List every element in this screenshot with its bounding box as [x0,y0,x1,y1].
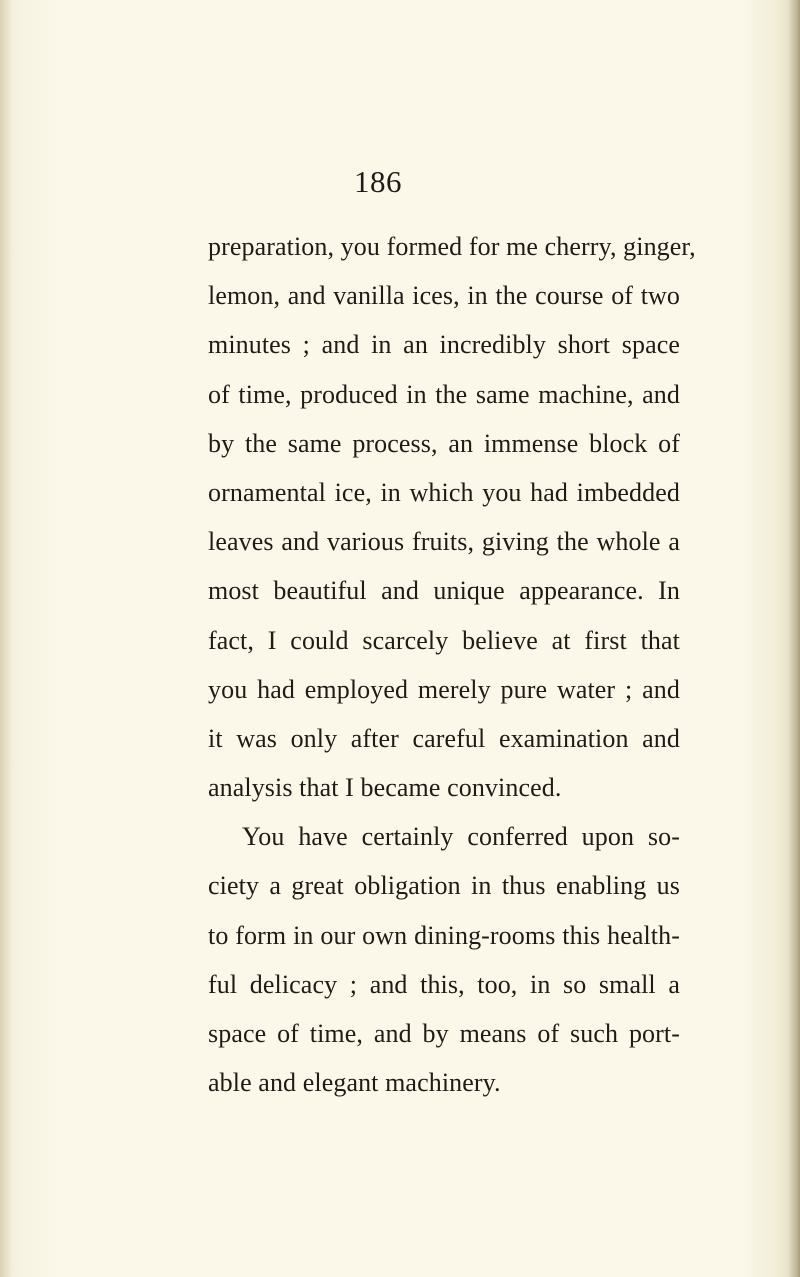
text-line: most beautiful and unique appearance. In [208,576,680,606]
text-line: space of time, and by means of such port- [208,1019,680,1048]
page-right-edge [788,0,800,1277]
text-line: ful delicacy ; and this, too, in so small a [208,969,680,999]
text-line: able and elegant machinery. [208,1068,501,1098]
text-line: preparation, you formed for me cherry, ginger, [208,232,696,261]
text-line: fact, I could scarcely believe at first that [208,625,680,655]
text-line: minutes ; and in an incredibly short space [208,330,680,360]
text-line: You have certainly conferred upon so- [242,822,680,852]
text-line: lemon, and vanilla ices, in the course of two [208,281,680,311]
text-line: you had employed merely pure water ; and [208,674,680,704]
text-line: to form in our own dining-rooms this health- [208,920,680,950]
page-left-edge [0,0,12,1277]
text-line: ornamental ice, in which you had imbedded [208,477,680,507]
paragraph [208,812,680,1107]
page-number: 186 [354,164,402,199]
body-text [208,222,696,1107]
text-line: analysis that I became convinced. [208,773,562,803]
paragraph [208,222,696,812]
text-line: it was only after careful examination and [208,723,680,753]
text-line: by the same process, an immense block of [208,428,680,458]
text-line: of time, produced in the same machine, and [208,379,680,409]
text-line: leaves and various fruits, giving the whole a [208,527,680,557]
text-line: ciety a great obligation in thus enabling us [208,871,680,901]
